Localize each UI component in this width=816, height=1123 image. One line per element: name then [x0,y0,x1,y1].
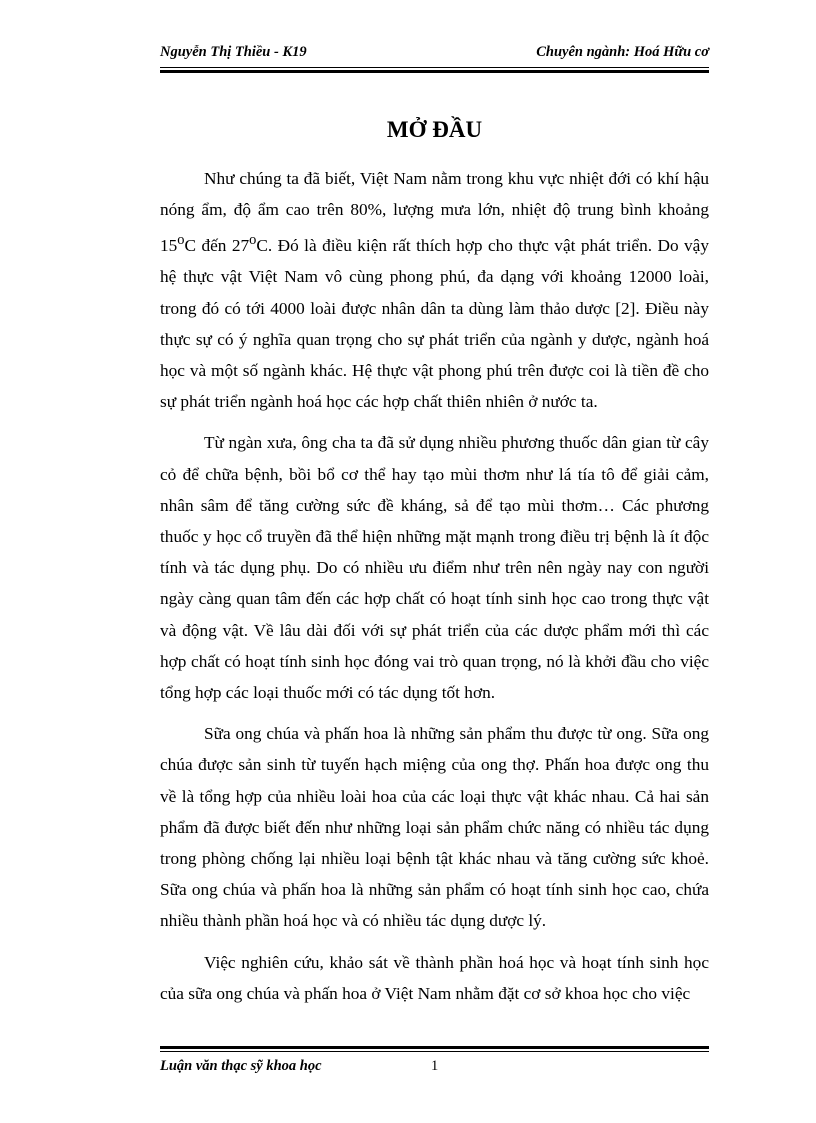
header-specialty: Chuyên ngành: Hoá Hữu cơ [536,44,709,60]
page-number: 1 [431,1058,439,1074]
page-title: MỞ ĐẦU [386,117,483,142]
header-author: Nguyễn Thị Thiều - K19 [160,44,307,60]
footer-rule-thick [160,1046,709,1049]
document-body [160,163,709,1019]
header-rule-thin [160,67,709,68]
page-header [160,44,709,62]
footer-thesis-label: Luận văn thạc sỹ khoa học [160,1058,322,1074]
paragraph-4: Việc nghiên cứu, khảo sát về thành phần hoá học và hoạt tính sinh học của sữa ong chúa và phấn hoa ở Việt Nam nhằm đặt cơ sở khoa học cho việc [160,952,709,1003]
paragraph-1-text-c: C. Đó là điều kiện rất thích hợp cho thực vật phát triển. Do vậy hệ thực vật Việt Nam vô cùng phong phú, đa dạng với khoảng 12000 loài, trong đó có tới 4000 loài được nhân dân ta dùng làm thảo dược [2]. Điều này thực sự có ý nghĩa quan trọng cho sự phát triển của ngành y dược, ngành hoá học và một số ngành khác. Hệ thực vật phong phú trên được coi là tiền đề cho sự phát triển ngành hoá học các hợp chất thiên nhiên ở nước ta. [160,236,709,412]
paragraph-1 [160,163,709,417]
paragraph-2: Từ ngàn xưa, ông cha ta đã sử dụng nhiều phương thuốc dân gian từ cây cỏ để chữa bệnh, bồi bổ cơ thể hay tạo mùi thơm như lá tía tô để giải cảm, nhân sâm để tăng cường sức đề kháng, sả để tạo mùi thơm… Các phương thuốc y học cổ truyền đã thể hiện những mặt mạnh trong điều trị bệnh là ít độc tính và tác dụng phụ. Do có nhiều ưu điểm như trên nên ngày nay con người ngày càng quan tâm đến các hợp chất có hoạt tính sinh học cao trong thực vật và động vật. Về lâu dài đối với sự phát triển của các dược phẩm mới thì các hợp chất có hoạt tính sinh học đóng vai trò quan trọng, nó là khởi đầu cho việc tổng hợp các loại thuốc mới có tác dụng tốt hơn. [160,433,709,703]
paragraph-1-text-a: Như chúng ta đã biết, Việt Nam nằm trong khu vực nhiệt đới có khí hậu nóng ẩm, độ ẩm cao trên 80%, lượng mưa lớn, nhiệt độ trung bình khoảng 15 [160,169,709,256]
header-rule-thick [160,70,709,73]
degree-superscript: o [249,232,257,249]
paragraph-3: Sữa ong chúa và phấn hoa là những sản phẩm thu được từ ong. Sữa ong chúa được sản sinh từ tuyến hạch miệng của ong thợ. Phấn hoa được ong thu về là tổng hợp của nhiều loài hoa của các loại thực vật khác nhau. Cả hai sản phẩm đã được biết đến như những loại sản phẩm chức năng có nhiều tác dụng trong phòng chống lại nhiều loại bệnh tật khác nhau và tăng cường sức khoẻ. Sữa ong chúa và phấn hoa là những sản phẩm có hoạt tính sinh học cao, chứa nhiều thành phần hoá học và có nhiều tác dụng dược lý. [160,724,709,931]
degree-superscript: o [177,232,185,249]
paragraph-1-text-b: C đến 27 [184,236,250,256]
footer-rule-thin [160,1051,709,1052]
